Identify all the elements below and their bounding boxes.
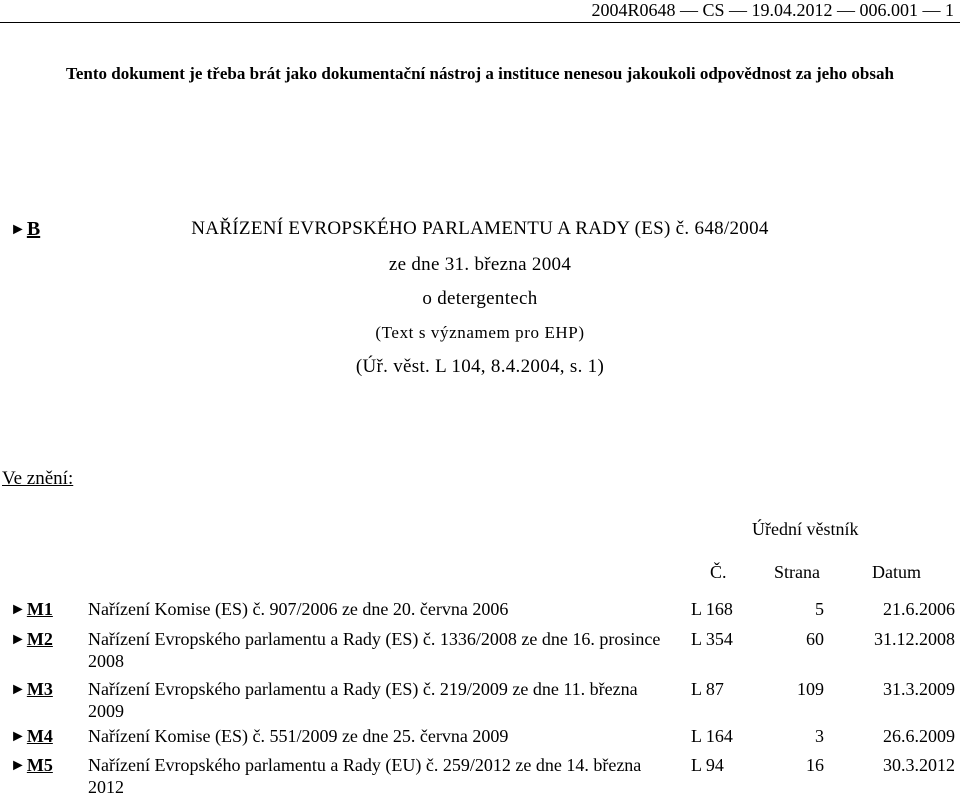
amendment-description: Nařízení Evropského parlamentu a Rady (EU) č. 259/2012 ze dne 14. března 2012 bbox=[88, 755, 642, 797]
column-date-header: Datum bbox=[872, 562, 921, 582]
header-rule bbox=[0, 22, 960, 23]
arrow-right-icon: ► bbox=[10, 601, 26, 618]
amendment-oj-number: L 354 bbox=[691, 629, 733, 649]
amendment-description: Nařízení Komise (ES) č. 907/2006 ze dne 20. června 2006 bbox=[88, 599, 509, 619]
amendment-code[interactable]: M4 bbox=[26, 726, 53, 746]
amendment-marker[interactable] bbox=[10, 754, 53, 777]
amendment-oj-number: L 94 bbox=[691, 755, 724, 775]
amended-by-label: Ve znění: bbox=[2, 468, 74, 489]
amendment-description: Nařízení Evropského parlamentu a Rady (ES) č. 219/2009 ze dne 11. března 2009 bbox=[88, 679, 638, 721]
amendment-marker[interactable] bbox=[10, 725, 53, 748]
official-journal-header: Úřední věstník bbox=[752, 519, 859, 539]
amendment-date: 31.12.2008 bbox=[874, 629, 955, 649]
base-marker-code[interactable]: B bbox=[26, 218, 41, 240]
document-header: 2004R0648 — CS — 19.04.2012 — 006.001 — 1 bbox=[591, 0, 954, 20]
amendment-code[interactable]: M3 bbox=[26, 679, 53, 699]
amendment-page: 60 bbox=[806, 629, 824, 649]
amendment-code[interactable]: M5 bbox=[26, 755, 53, 775]
arrow-right-icon: ► bbox=[10, 681, 26, 698]
amendment-oj-number: L 164 bbox=[691, 726, 733, 746]
amendment-page: 5 bbox=[815, 599, 824, 619]
amendment-page: 16 bbox=[806, 755, 824, 775]
arrow-right-icon: ► bbox=[10, 631, 26, 648]
amendment-date: 31.3.2009 bbox=[883, 679, 955, 699]
arrow-right-icon: ► bbox=[10, 728, 26, 745]
regulation-subject: o detergentech bbox=[422, 288, 538, 309]
amendment-date: 26.6.2009 bbox=[883, 726, 955, 746]
amendment-date: 30.3.2012 bbox=[883, 755, 955, 775]
amendment-marker[interactable] bbox=[10, 628, 53, 651]
eea-relevance: (Text s významem pro EHP) bbox=[375, 323, 585, 342]
amendment-code[interactable]: M1 bbox=[26, 599, 53, 619]
amendment-description: Nařízení Evropského parlamentu a Rady (ES) č. 1336/2008 ze dne 16. prosince 2008 bbox=[88, 629, 661, 671]
amendment-page: 3 bbox=[815, 726, 824, 746]
amendment-marker[interactable] bbox=[10, 598, 53, 621]
regulation-title: NAŘÍZENÍ EVROPSKÉHO PARLAMENTU A RADY (ES) č. 648/2004 bbox=[191, 218, 769, 239]
official-journal-reference: (Úř. věst. L 104, 8.4.2004, s. 1) bbox=[355, 356, 605, 377]
arrow-right-icon: ► bbox=[10, 221, 26, 238]
amendment-oj-number: L 87 bbox=[691, 679, 724, 699]
disclaimer-text: Tento dokument je třeba brát jako dokumentační nástroj a instituce nenesou jakoukoli odpovědnost za jeho obsah bbox=[66, 64, 894, 83]
amendment-code[interactable]: M2 bbox=[26, 629, 53, 649]
amendment-page: 109 bbox=[797, 679, 824, 699]
base-marker[interactable] bbox=[10, 217, 40, 242]
amendment-date: 21.6.2006 bbox=[883, 599, 955, 619]
arrow-right-icon: ► bbox=[10, 757, 26, 774]
amendment-marker[interactable] bbox=[10, 678, 53, 701]
amendment-description: Nařízení Komise (ES) č. 551/2009 ze dne 25. června 2009 bbox=[88, 726, 509, 746]
amendment-oj-number: L 168 bbox=[691, 599, 733, 619]
regulation-date: ze dne 31. března 2004 bbox=[388, 254, 572, 275]
column-page-header: Strana bbox=[774, 562, 820, 582]
column-number-header: Č. bbox=[710, 562, 727, 582]
